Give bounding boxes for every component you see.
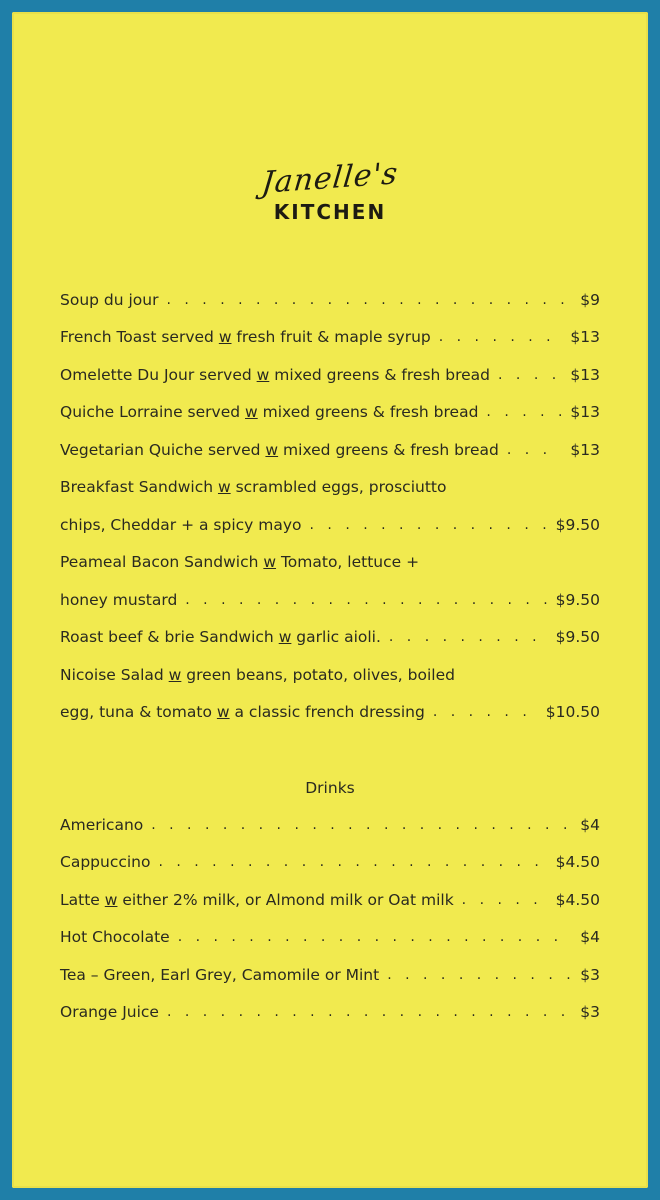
menu-item (60, 281, 600, 319)
item-price: $13 (570, 365, 600, 384)
item-price: $13 (570, 403, 600, 422)
item-price: $3 (580, 1003, 600, 1022)
menu-item (60, 356, 600, 394)
item-price: $4.50 (555, 853, 600, 872)
logo-script-text: Janelle's (260, 156, 401, 201)
drink-item (60, 994, 600, 1032)
item-name: Hot Chocolate (60, 928, 170, 947)
brand-logo (0, 156, 660, 224)
item-price: $9.50 (555, 628, 600, 647)
drink-item (60, 919, 600, 957)
item-name-cont: egg, tuna & tomato w a classic french dressing (60, 703, 425, 722)
item-name: Orange Juice (60, 1003, 159, 1022)
item-name: Omelette Du Jour served w mixed greens & fresh bread (60, 365, 491, 384)
item-name-cont: honey mustard (60, 590, 178, 609)
dot-leader (167, 291, 573, 309)
item-name: Soup du jour (60, 290, 159, 309)
dot-leader (178, 928, 573, 946)
item-name: Breakfast Sandwich w scrambled eggs, prosciutto (60, 478, 447, 497)
menu-item (60, 619, 600, 657)
item-price: $13 (570, 328, 600, 347)
drink-item (60, 881, 600, 919)
item-name: Cappuccino (60, 853, 151, 872)
item-name-cont: chips, Cheddar + a spicy mayo (60, 515, 302, 534)
dot-leader (486, 403, 562, 421)
drink-item (60, 844, 600, 882)
menu-item-line1 (60, 656, 600, 694)
menu-item-line2 (60, 581, 600, 619)
drink-item (60, 956, 600, 994)
drink-item (60, 806, 600, 844)
dot-leader (507, 441, 563, 459)
item-name: Tea – Green, Earl Grey, Camomile or Mint (60, 965, 380, 984)
menu-item-line2 (60, 506, 600, 544)
item-name: Quiche Lorraine served w mixed greens & fresh bread (60, 403, 479, 422)
dot-leader (167, 1003, 572, 1021)
menu-item-line1 (60, 544, 600, 582)
menu-item-line1 (60, 469, 600, 507)
dot-leader (498, 366, 562, 384)
drinks-heading-text: Drinks (305, 778, 355, 797)
dot-leader (439, 328, 563, 346)
dot-leader (389, 628, 548, 646)
item-name: Americano (60, 815, 144, 834)
menu-item (60, 431, 600, 469)
item-name: Latte w either 2% milk, or Almond milk or Oat milk (60, 890, 454, 909)
item-price: $4 (580, 928, 600, 947)
menu-item (60, 319, 600, 357)
item-name: Peameal Bacon Sandwich w Tomato, lettuce + (60, 553, 420, 572)
dot-leader (387, 966, 572, 984)
item-price: $4.50 (555, 890, 600, 909)
menu-item (60, 394, 600, 432)
dot-leader (151, 816, 572, 834)
item-name: Roast beef & brie Sandwich w garlic aioli. (60, 628, 381, 647)
item-name: French Toast served w fresh fruit & maple syrup (60, 328, 431, 347)
item-price: $4 (580, 815, 600, 834)
item-price: $9.50 (555, 515, 600, 534)
item-price: $10.50 (545, 703, 600, 722)
item-name: Nicoise Salad w green beans, potato, olives, boiled (60, 665, 455, 684)
logo-block-text: KITCHEN (273, 200, 387, 224)
item-price: $9.50 (555, 590, 600, 609)
dot-leader (433, 703, 538, 721)
item-name: Vegetarian Quiche served w mixed greens & fresh bread (60, 440, 499, 459)
item-price: $3 (580, 965, 600, 984)
item-price: $13 (570, 440, 600, 459)
menu-item-line2 (60, 694, 600, 732)
drinks-heading (60, 731, 600, 806)
dot-leader (310, 516, 548, 534)
dot-leader (185, 591, 547, 609)
dot-leader (158, 853, 547, 871)
menu-list (60, 281, 600, 1031)
item-price: $9 (580, 290, 600, 309)
dot-leader (462, 891, 548, 909)
